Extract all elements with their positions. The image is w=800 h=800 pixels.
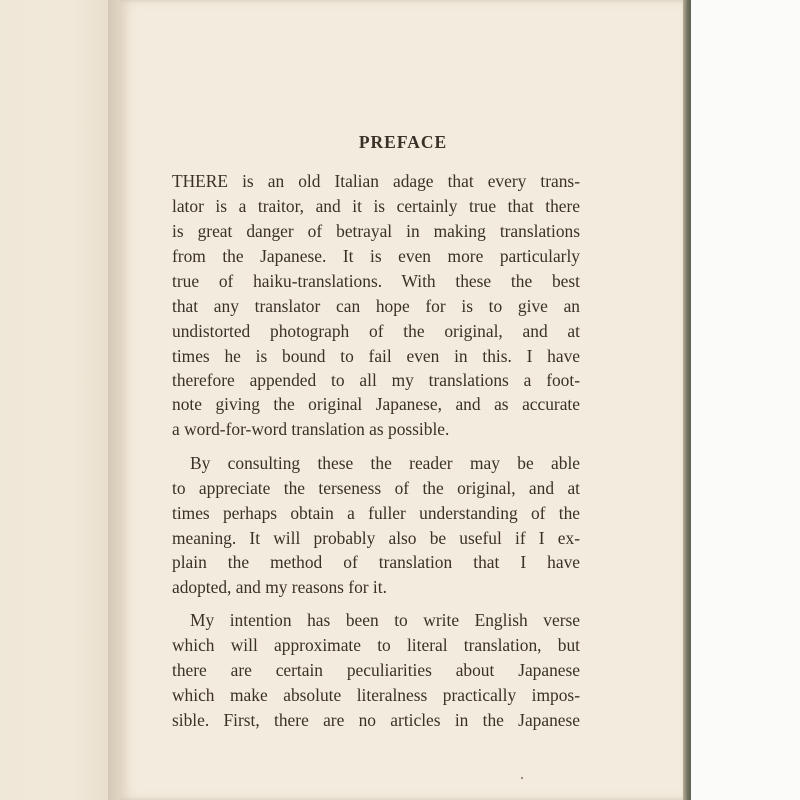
text-line: therefore appended to all my translations a foot-: [172, 370, 580, 390]
text-line: which make absolute literalness practically impos-: [172, 685, 580, 705]
text-line: meaning. It will probably also be useful if I ex-: [172, 528, 580, 548]
text-line: By consulting these the reader may be able: [190, 453, 580, 473]
text-line: a word-for-word translation as possible.: [172, 419, 450, 439]
text-line: adopted, and my reasons for it.: [172, 577, 387, 597]
text-line: plain the method of translation that I have: [172, 552, 580, 572]
text-line: sible. First, there are no articles in the Japanese: [172, 710, 580, 730]
text-line: that any translator can hope for is to give an: [172, 296, 580, 316]
text-line: is great danger of betrayal in making translations: [172, 221, 580, 241]
text-line: there are certain peculiarities about Japanese: [172, 660, 580, 680]
text-line: note giving the original Japanese, and as accurate: [172, 394, 580, 414]
text-line: lator is a traitor, and it is certainly true that there: [172, 196, 580, 216]
preface-heading: PREFACE: [358, 132, 448, 152]
text-line: undistorted photograph of the original, and at: [172, 321, 580, 341]
text-line: which will approximate to literal translation, but: [172, 635, 580, 655]
text-line: times he is bound to fail even in this. I have: [172, 346, 580, 366]
text-line: from the Japanese. It is even more particularly: [172, 246, 580, 266]
text-line: THERE is an old Italian adage that every trans-: [172, 171, 580, 191]
text-line: My intention has been to write English verse: [190, 610, 580, 630]
text-line: to appreciate the terseness of the original, and at: [172, 478, 580, 498]
text-line: true of haiku-translations. With these the best: [172, 271, 580, 291]
page-speck: [521, 777, 523, 779]
back-cover-edge: [683, 0, 691, 800]
front-cover-edge: [0, 0, 120, 800]
text-line: times perhaps obtain a fuller understanding of the: [172, 503, 580, 523]
background: [691, 0, 800, 800]
